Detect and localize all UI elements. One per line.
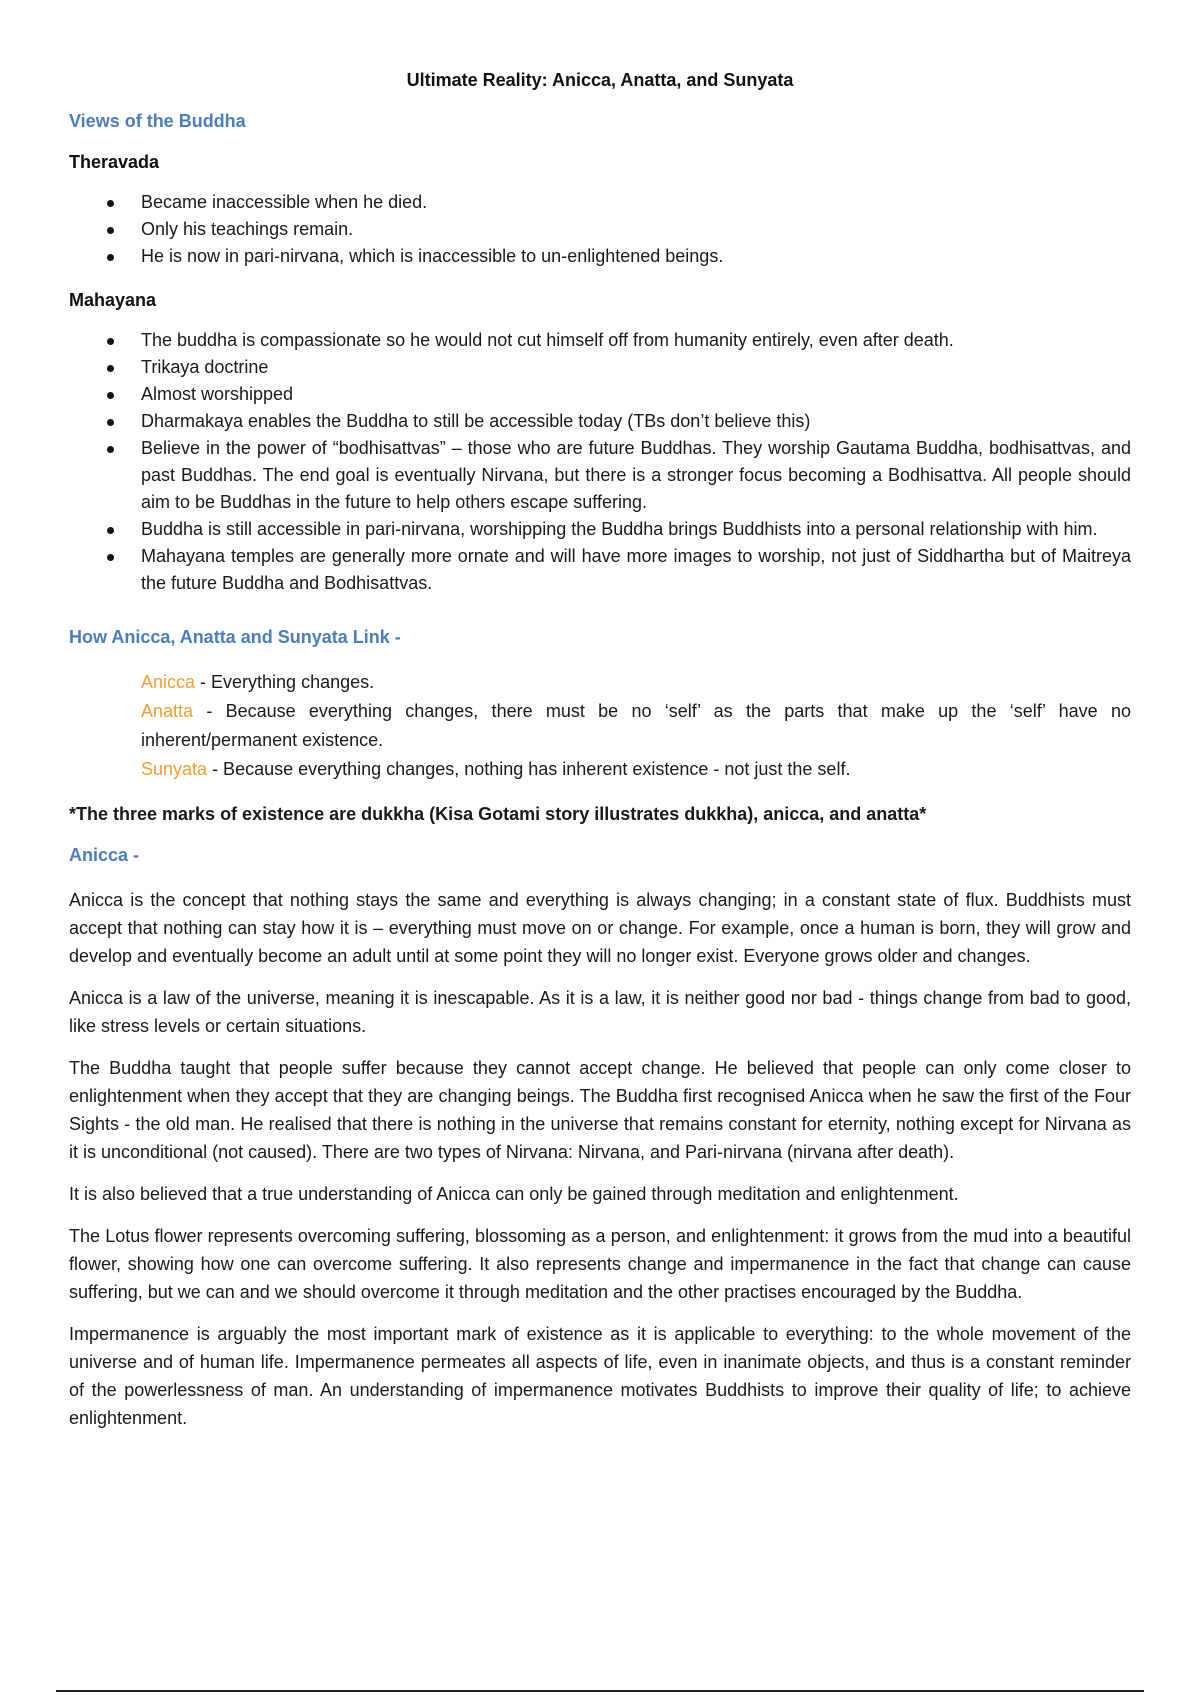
definition-text: - Because everything changes, nothing has inherent existence - not just the self. (207, 759, 851, 779)
theravada-list (69, 189, 1131, 270)
list-item-text: Almost worshipped (141, 384, 294, 404)
three-marks-note: *The three marks of existence are dukkha (Kisa Gotami story illustrates dukkha), anicca, and anatta* (69, 804, 927, 824)
list-item (69, 543, 1131, 597)
paragraph: The Buddha taught that people suffer because they cannot accept change. He believed that people can only come closer to enlightenment when they accept that they are changing beings. The Buddha first recognised Anicca when he saw the first of the Four Sights - the old man. He realised that there is nothing in the universe that remains constant for eternity, nothing except for Nirvana as it is unconditional (not caused). There are two types of Nirvana: Nirvana, and Pari-nirvana (nirvana after death). (69, 1058, 1131, 1162)
bullet-icon (107, 527, 114, 534)
definition-anicca (141, 668, 1131, 697)
paragraph: Anicca is a law of the universe, meaning it is inescapable. As it is a law, it is neither good nor bad - things change from bad to good, like stress levels or certain situations. (69, 988, 1131, 1036)
link-heading: How Anicca, Anatta and Sunyata Link - (69, 627, 401, 647)
list-item-text: Trikaya doctrine (141, 357, 269, 377)
list-item (69, 408, 1131, 435)
list-item-text: Only his teachings remain. (141, 219, 354, 239)
bullet-icon (107, 200, 114, 207)
list-item (69, 216, 1131, 243)
paragraph: The Lotus flower represents overcoming suffering, blossoming as a person, and enlightenment: it grows from the mud into a beautiful flower, showing how one can overcome suffering. It also represents change and impermanence in the fact that change can cause suffering, but we can and we should overcome it through meditation and the other practises encouraged by the Buddha. (69, 1226, 1131, 1302)
bullet-icon (107, 554, 114, 561)
list-item (69, 381, 1131, 408)
paragraph: It is also believed that a true understanding of Anicca can only be gained through meditation and enlightenment. (69, 1184, 959, 1204)
bullet-icon (107, 254, 114, 261)
definition-text: - Everything changes. (195, 672, 375, 692)
list-item-text: Dharmakaya enables the Buddha to still be accessible today (TBs don’t believe this) (141, 411, 811, 431)
page-title: Ultimate Reality: Anicca, Anatta, and Sunyata (406, 70, 794, 90)
list-item-text: He is now in pari-nirvana, which is inaccessible to un-enlightened beings. (141, 246, 724, 266)
mahayana-heading: Mahayana (69, 290, 157, 310)
paragraph: Impermanence is arguably the most important mark of existence as it is applicable to everything: to the whole movement of the universe and of human life. Impermanence permeates all aspects of life, even in inanimate objects, and thus is a constant reminder of the powerlessness of man. An understanding of impermanence motivates Buddhists to improve their quality of life; to achieve enlightenment. (69, 1324, 1131, 1428)
link-definitions (141, 668, 1131, 784)
bullet-icon (107, 392, 114, 399)
paragraph: Anicca is the concept that nothing stays the same and everything is always changing; in a constant state of flux. Buddhists must accept that nothing can stay how it is – everything must move on or change. For example, once a human is born, they will grow and develop and eventually become an adult until at some point they will no longer exist. Everyone grows older and changes. (69, 890, 1131, 966)
anicca-heading: Anicca - (69, 845, 140, 865)
theravada-heading: Theravada (69, 152, 160, 172)
definition-text: - Because everything changes, there must be no ‘self’ as the parts that make up the ‘self’ have no inherent/permanent existence. (141, 701, 1131, 750)
views-heading: Views of the Buddha (69, 111, 246, 131)
footer-divider (56, 1690, 1144, 1692)
list-item-text: The buddha is compassionate so he would not cut himself off from humanity entirely, even after death. (141, 330, 954, 350)
list-item-text: Mahayana temples are generally more ornate and will have more images to worship, not just of Siddhartha but of Maitreya the future Buddha and Bodhisattvas. (141, 546, 1131, 593)
bullet-icon (107, 365, 114, 372)
bullet-icon (107, 446, 114, 453)
bullet-icon (107, 227, 114, 234)
definition-sunyata (141, 755, 1131, 784)
list-item-text: Became inaccessible when he died. (141, 192, 428, 212)
mahayana-list (69, 327, 1131, 597)
list-item (69, 243, 1131, 270)
bullet-icon (107, 419, 114, 426)
term-anatta: Anatta (141, 701, 194, 721)
list-item (69, 435, 1131, 516)
list-item (69, 189, 1131, 216)
definition-anatta (141, 697, 1131, 755)
term-sunyata: Sunyata (141, 759, 208, 779)
bullet-icon (107, 338, 114, 345)
list-item-text: Believe in the power of “bodhisattvas” – those who are future Buddhas. They worship Gautama Buddha, bodhisattvas, and past Buddhas. The end goal is eventually Nirvana, but there is a stronger focus becoming a Bodhisattva. All people should aim to be Buddhas in the future to help others escape suffering. (141, 438, 1131, 512)
list-item-text: Buddha is still accessible in pari-nirvana, worshipping the Buddha brings Buddhists into a personal relationship with him. (141, 519, 1098, 539)
list-item (69, 516, 1131, 543)
document-page (69, 0, 1131, 1432)
list-item (69, 327, 1131, 354)
list-item (69, 354, 1131, 381)
term-anicca: Anicca (141, 672, 196, 692)
